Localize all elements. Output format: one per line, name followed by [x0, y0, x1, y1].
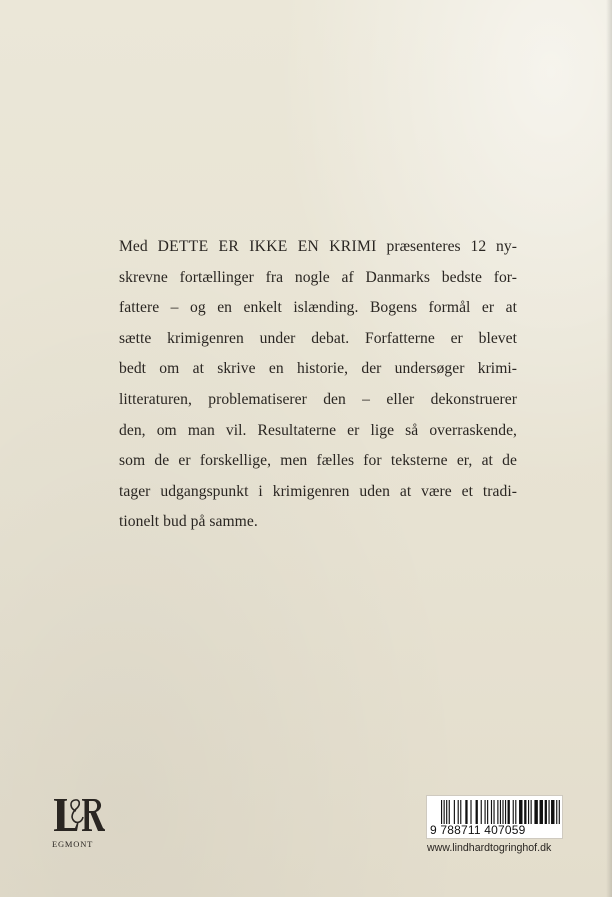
blurb-line-4: sætte krimigenren under debat. Forfatterne er blevet: [119, 329, 517, 347]
blurb-line-1-end: præsenteres 12 ny-: [376, 238, 517, 255]
blurb-line-5: bedt om at skrive en historie, der undersøger krimi-: [119, 360, 517, 378]
blurb-line-7: den, om man vil. Resultaterne er lige så overraskende,: [119, 421, 517, 439]
isbn-number: 9 788711 407059: [430, 823, 526, 837]
publisher-logo: [52, 795, 112, 849]
blurb-line-9: tager udgangspunkt i krimigenren uden at være et tradi-: [119, 482, 517, 500]
blurb-line-3: fattere – og en enkelt islænding. Bogens formål er at: [119, 299, 517, 317]
blurb-line-6: litteraturen, problematiserer den – eller dekonstruerer: [119, 390, 517, 408]
blurb-line-2: skrevne fortællinger fra nogle af Danmarks bedste for-: [119, 268, 517, 286]
blurb-text: [119, 232, 517, 538]
blurb-line-10: tionelt bud på samme.: [119, 513, 258, 531]
cover-edge-shadow: [606, 0, 612, 897]
publisher-website: www.lindhardtogringhof.dk: [427, 842, 552, 854]
blurb-line-1-start: Med: [119, 238, 158, 255]
lr-monogram-icon: [52, 795, 106, 835]
publisher-name: EGMONT: [52, 839, 94, 849]
blurb-line-1: [119, 232, 517, 263]
blurb-line-8: som de er forskellige, men fælles for teksterne er, at de: [119, 452, 517, 470]
isbn-barcode: [426, 795, 563, 839]
book-title: DETTE ER IKKE EN KRIMI: [157, 238, 377, 255]
